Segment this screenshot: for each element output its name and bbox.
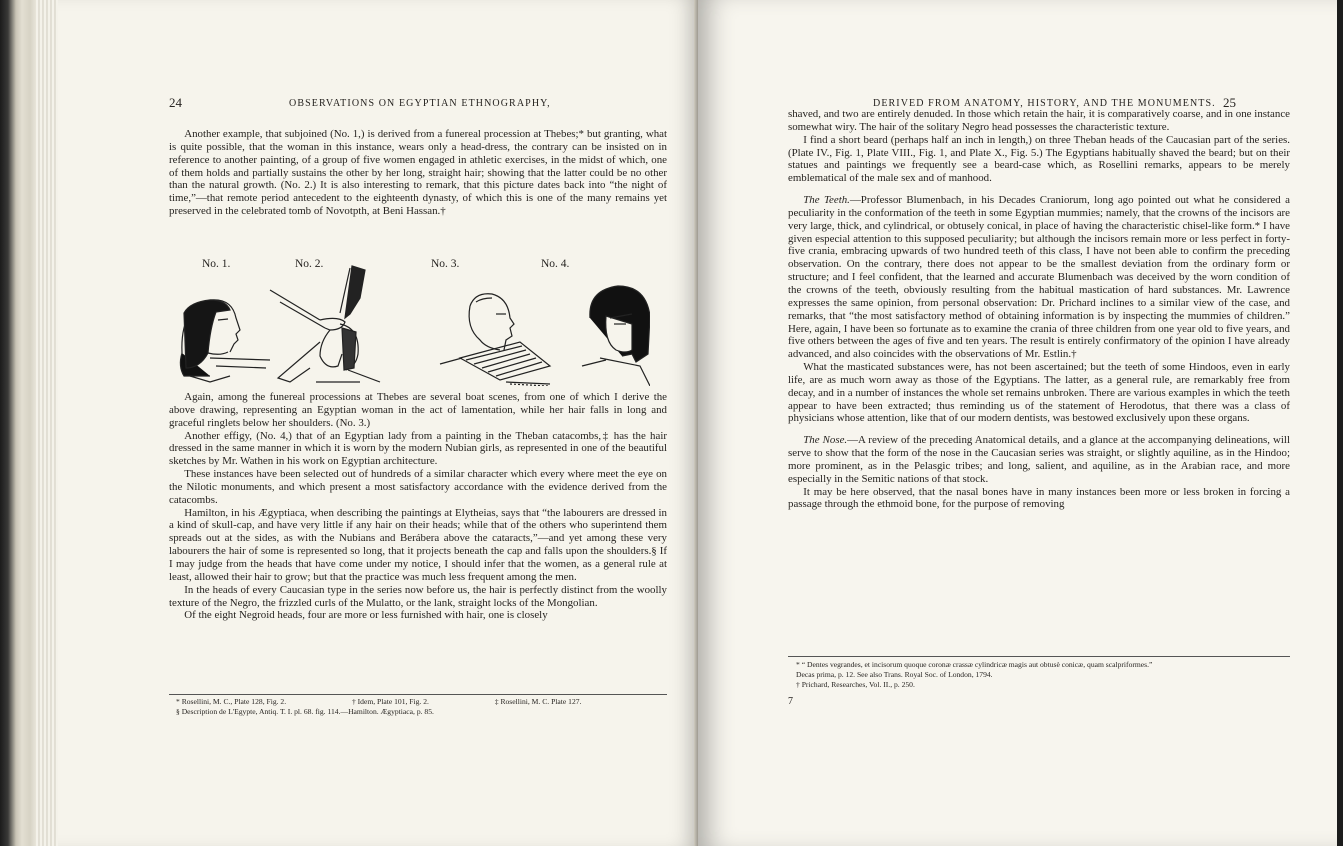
body-text xyxy=(788,108,1290,511)
section-title-nose: The Nose. xyxy=(803,434,848,447)
background-edge xyxy=(1337,0,1343,846)
page-number: 24 xyxy=(169,95,182,110)
footnote: § Description de L'Egypte, Antiq. T. I. pl. 68. fig. 114.—Hamilton. Ægyptiaca, p. 85. xyxy=(176,707,434,716)
footnote: * Rosellini, M. C., Plate 128, Fig. 2. xyxy=(176,697,287,706)
footnotes xyxy=(176,697,666,717)
egyptian-heads-illustration xyxy=(170,258,650,386)
figure-2-head xyxy=(270,266,380,382)
paragraph-teeth: The Teeth.—Professor Blumenbach, in his Decades Craniorum, long ago pointed out what he considered a peculiarity in the conformation of the teeth in some Egyptian mummies; namely, that the crowns of the incisors are very large, thick, and cylindrical, or obtusely conical, in place of having the characteristic chisel-like form.* I have given especial attention to this supposed peculiarity; but although the incisors remain more or less perfect in forty-five crania, embracing upwards of two hundred teeth of this class, I have not been able to confirm the preceding observation. On the contrary, there does not appear to be the smallest deviation from the ordinary form or structure; and I feel confident, that the learned and accurate Blumenbach was deceived by the worn condition of the crowns of the teeth, obviously resulting from the habitual mastication of hard substances. Mr. Lawrence expresses the same opinion, from personal observation: Dr. Prichard inclines to a similar view of the case, and remarks, that “the most satisfactory method of obtaining information is by inspecting the mummies of children.” Here, again, I have been so fortunate as to examine the crania of three children from one year old to five years, and five others between the ages of five and ten years. The result is entirely confirmatory of the opinion I have already advanced, and also coincides with the observations of Mr. Estlin.† xyxy=(788,194,1290,361)
footnote: ‡ Rosellini, M. C. Plate 127. xyxy=(494,697,582,706)
running-head: DERIVED FROM ANATOMY, HISTORY, AND THE MONUMENTS. xyxy=(873,98,1216,109)
figure-4-head xyxy=(582,286,650,386)
body-text-bottom xyxy=(169,391,667,622)
footnote: Decas prima, p. 12. See also Trans. Royal Soc. of London, 1794. xyxy=(796,670,993,679)
figure-3-head xyxy=(440,294,550,386)
footnote: † Idem, Plate 101, Fig. 2. xyxy=(351,697,429,706)
left-page xyxy=(58,0,698,846)
paragraph: Hamilton, in his Ægyptiaca, when describing the paintings at Elytheias, says that “the labourers are dressed in a kind of skull-cap, and have very little if any hair on their heads; while that of the others who superintend them spreads out at the sides, as with the Nubians and Berábera above the cataracts,”—and yet among these very labourers the hair of some is represented so long, that it projects beneath the cap and falls upon the shoulders.§ If I may judge from the heads that have come under my notice, I should infer that the women, as a general rule at least, allowed their hair to grow; but that the practice was much less frequent among the men. xyxy=(169,506,667,583)
figure-label-1: No. 1. xyxy=(202,258,231,270)
figure-label-3: No. 3. xyxy=(431,258,460,270)
paragraph: I find a short beard (perhaps half an inch in length,) on three Theban heads of the Caucasian part of the series. (Plate IV., Fig. 1, Plate VIII., Fig. 1, and Plate X., Fig. 5.) The Egyptians habitually shaved the beard; but on their statues and paintings we frequently see a beard-case which, as Rosellini remarks, appears to be merely emblematical of the male sex and of manhood. xyxy=(788,133,1290,185)
paragraph: Of the eight Negroid heads, four are more or less furnished with hair, one is closely xyxy=(184,609,548,622)
running-head: OBSERVATIONS ON EGYPTIAN ETHNOGRAPHY, xyxy=(289,98,551,109)
paragraph: Another example, that subjoined (No. 1,) is derived from a funereal procession at Thebes;* but granting, what is quite possible, that the woman in this instance, wears only a head-dress, the contrary can be insisted on in reference to another painting, of a group of five women engaged in athletic exercises, in the midst of which, one of them holds and partially sustains the other by her long, straight hair; showing that the latter could be no other than the natural growth. (No. 2.) It is also interesting to remark, that this picture dates back into “the night of time,”—that remote period antecedent to the eighteenth dynasty, of which this is one of the many remains yet preserved in the celebrated tomb of Novotpth, at Beni Hassan.† xyxy=(169,128,667,218)
footnote-rule xyxy=(169,694,667,695)
footnote-rule xyxy=(788,656,1290,657)
paragraph: shaved, and two are entirely denuded. In those which retain the hair, it is comparatively coarse, and in one instance somewhat wiry. The hair of the solitary Negro head possesses the characteristic texture. xyxy=(788,108,1290,133)
paragraph-nose: The Nose.—A review of the preceding Anatomical details, and a glance at the accompanying delineations, will serve to show that the form of the nose in the Caucasian series was straight, or slightly aquiline, as in the Hindoo; more prominent, as in the Pelasgic tribes; and long, salient, and aquiline, as in the Arabian race, and more especially in the Semitic nations of that stock. xyxy=(788,434,1290,485)
section-title-teeth: The Teeth. xyxy=(803,194,850,207)
figure-1-head xyxy=(180,300,270,382)
paragraph: What the masticated substances were, has not been ascertained; but the teeth of some Hindoos, even in early life, are as much worn away as those of the Egyptians. The latter, as a general rule, are remarkably free from decay, and in a number of instances the whole set remains unbroken. There are various examples in which the teeth appear to have been extracted; thus reminding us of the statement of Herodotus, that there was a class of physicians whose attention, like that of our modern dentists, was bestowed exclusively upon these organs. xyxy=(788,361,1291,425)
right-page xyxy=(698,0,1343,846)
paragraph: These instances have been selected out of hundreds of a similar character which every where meet the eye on the Nilotic monuments, and which present a most satisfactory accordance with the evidence derived from the catacombs. xyxy=(169,468,667,506)
paragraph: In the heads of every Caucasian type in the series now before us, the hair is perfectly distinct from the woolly texture of the Negro, the frizzled curls of the Mulatto, or the lank, straight locks of the Mongolian. xyxy=(169,583,667,609)
signature-mark: 7 xyxy=(788,696,793,707)
paragraph: It may be here observed, that the nasal bones have in many instances been more or less broken in forcing a passage through the ethmoid bone, for the purpose of removing xyxy=(788,485,1290,511)
figure-label-2: No. 2. xyxy=(295,258,324,270)
footnote: † Prichard, Researches, Vol. II., p. 250. xyxy=(796,680,915,689)
page-number: 25 xyxy=(1223,95,1236,110)
footnote: * “ Dentes vegrandes, et incisorum quoque coronæ crassæ cylindricæ magis aut obtusè conicæ, quam scalpriformes.” xyxy=(796,660,1153,669)
paragraph: Another effigy, (No. 4,) that of an Egyptian lady from a painting in the Theban catacombs,‡ has the hair dressed in the same manner in which it is worn by the modern Nubian girls, as represented in one of the beautiful sketches by Mr. Wathen in his work on Egyptian architecture. xyxy=(169,429,667,468)
body-text-top xyxy=(169,128,667,218)
figure-label-4: No. 4. xyxy=(541,258,570,270)
paragraph: Again, among the funereal processions at Thebes are several boat scenes, from one of which I derive the above drawing, representing an Egyptian woman in the act of lamentation, while her hair falls in long and graceful ringlets below her shoulders. (No. 3.) xyxy=(169,391,667,429)
footnotes xyxy=(796,660,1290,690)
